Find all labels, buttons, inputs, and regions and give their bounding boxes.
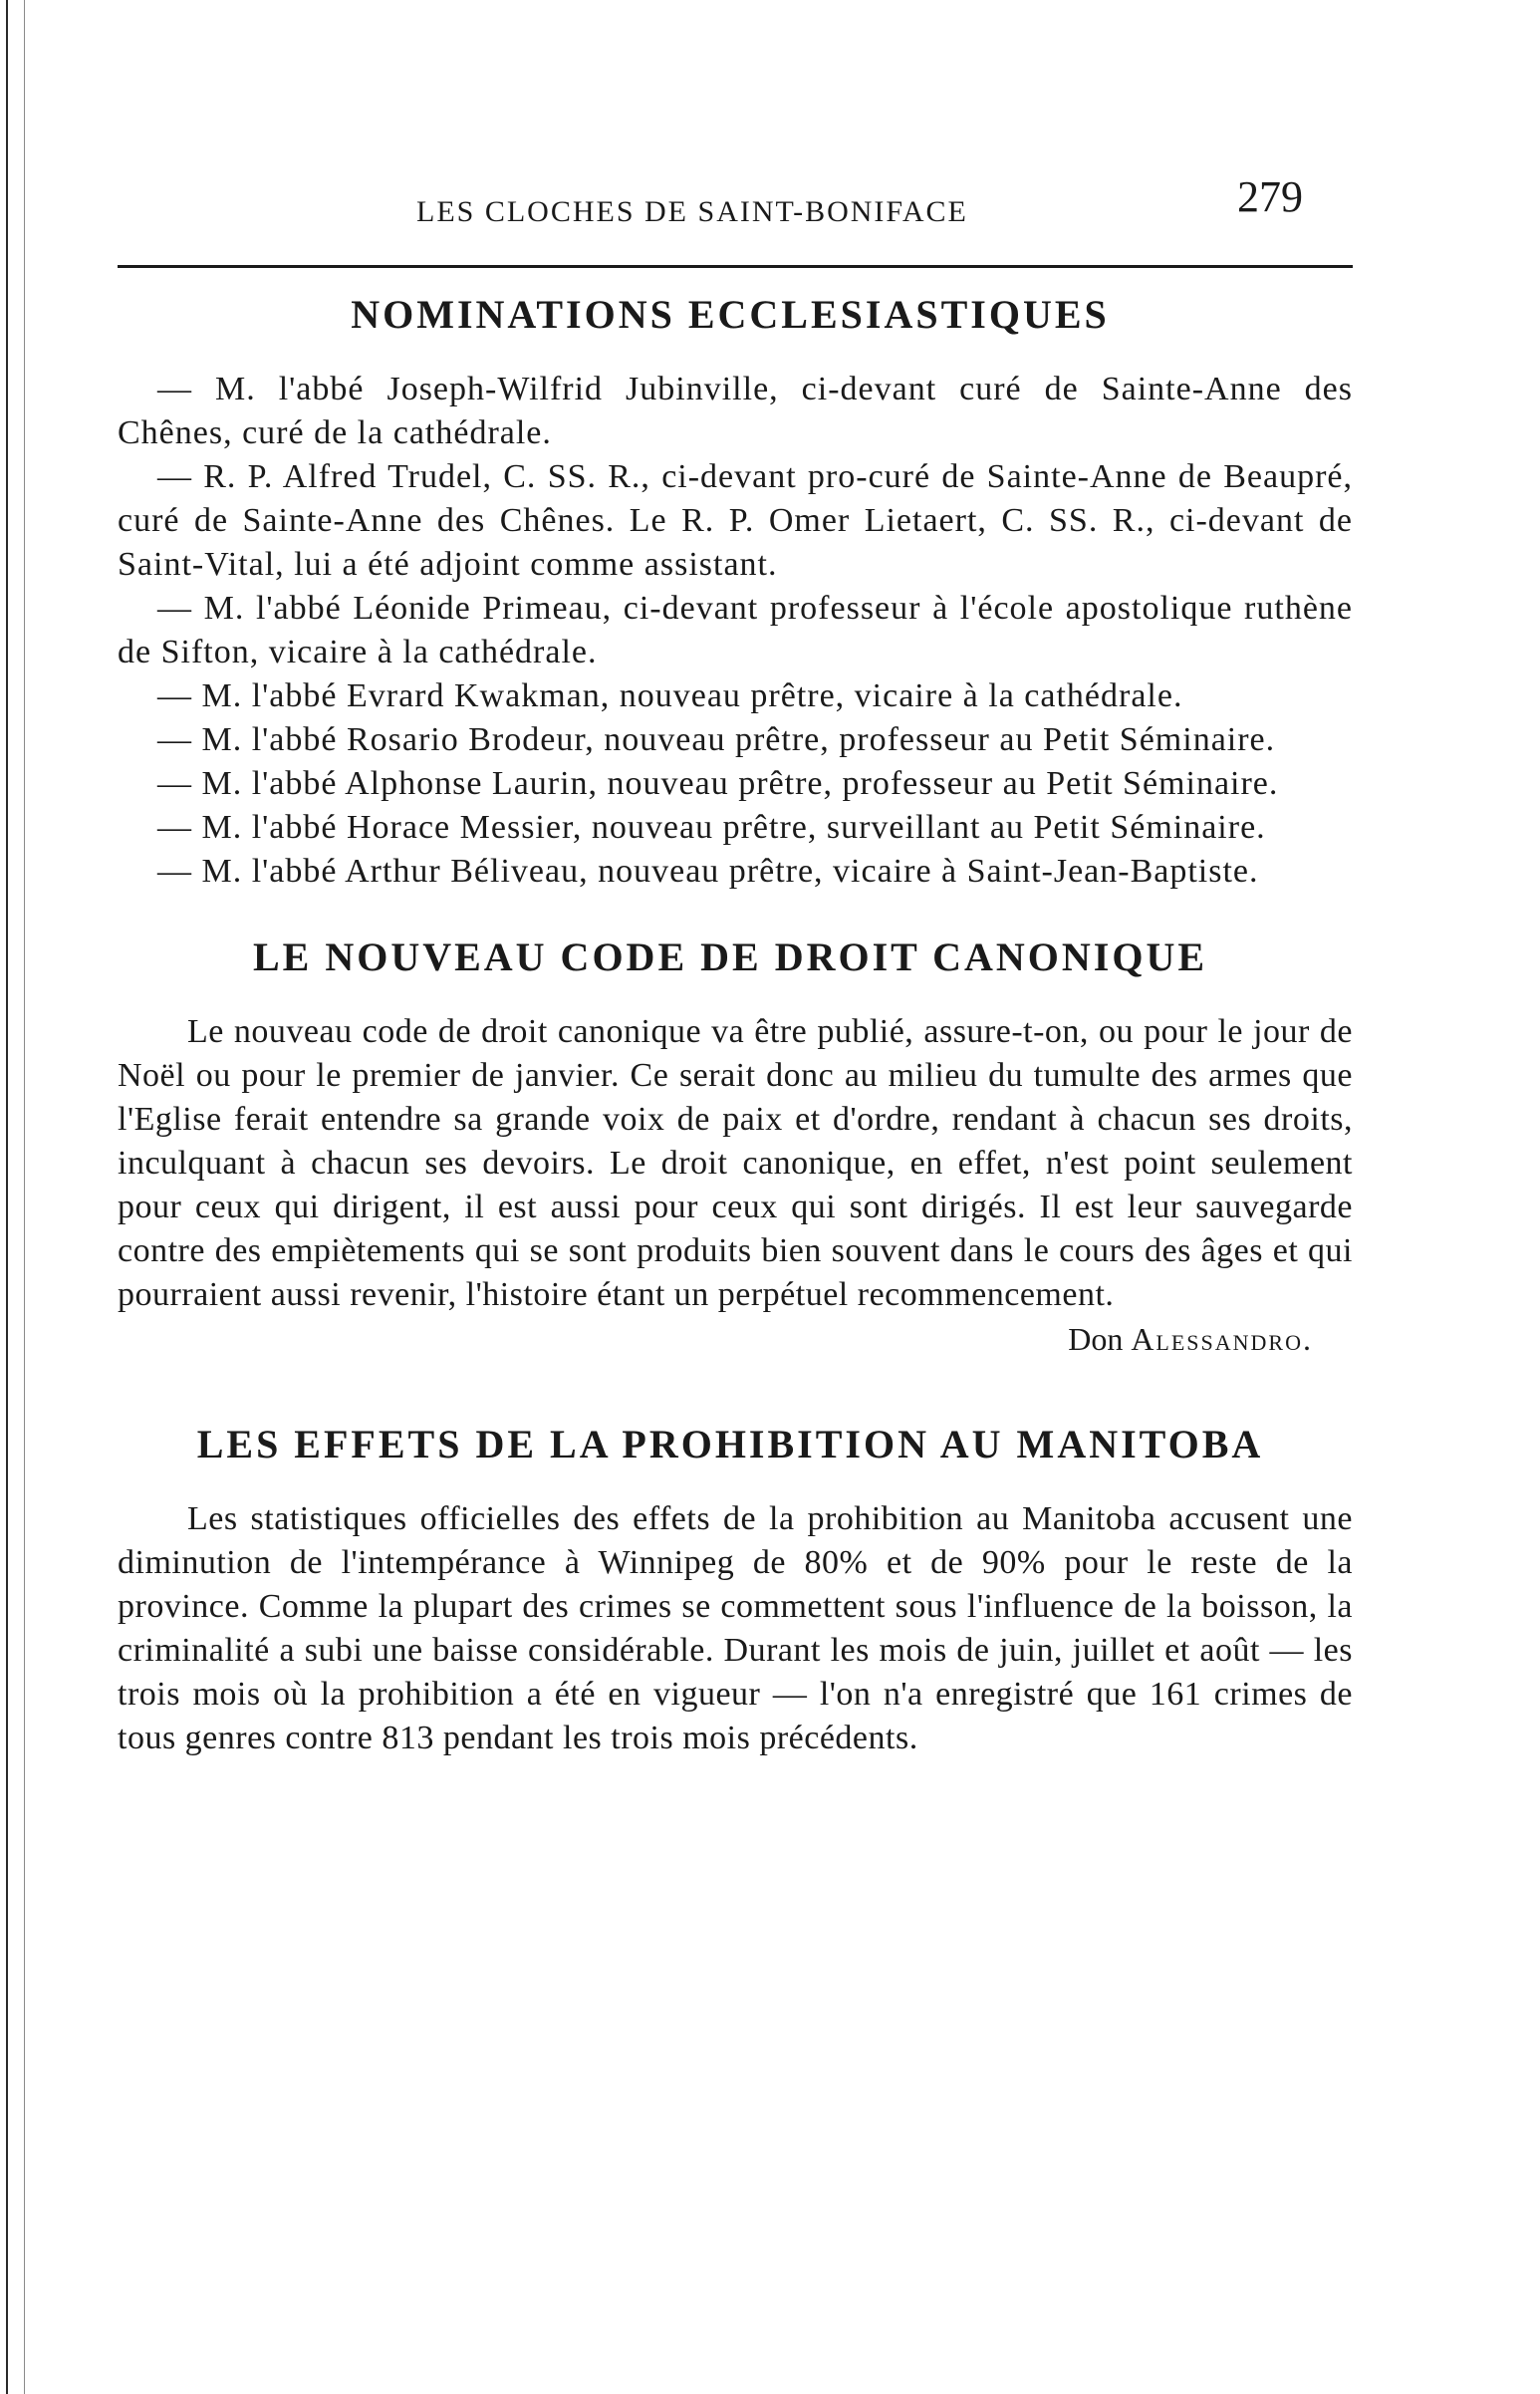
book-page [118, 149, 1383, 1760]
page-number: 279 [1237, 172, 1303, 221]
section-nominations [118, 291, 1383, 894]
nomination-entry: — M. l'abbé Alphonse Laurin, nouveau prêtre, professeur au Petit Séminaire. [157, 765, 1279, 802]
nomination-entry: — M. l'abbé Arthur Béliveau, nouveau prêtre, vicaire à Saint-Jean-Baptiste. [157, 853, 1259, 890]
section-heading: LES EFFETS DE LA PROHIBITION AU MANITOBA [196, 1422, 1264, 1466]
section-heading: NOMINATIONS ECCLESIASTIQUES [351, 292, 1110, 337]
body-paragraph: Le nouveau code de droit canonique va être publié, assure-t-on, ou pour le jour de Noël ou pour le premier de janvier. Ce serait donc au milieu du tumulte des armes que l'Eglise ferait entendre sa grande voix de paix et d'ordre, rendant à chacun ses droits, inculquant à chacun ses devoirs. Le droit canonique, en effet, n'est point seulement pour ceux qui dirigent, il est aussi pour ceux qui sont dirigés. Il est leur sauvegarde contre des empiètements qui se sont produits bien souvent dans le cours des âges et qui pourraient aussi revenir, l'histoire étant un perpétuel recommencement. [118, 1013, 1353, 1313]
author-signature [118, 1317, 1313, 1361]
nomination-entry: — M. l'abbé Horace Messier, nouveau prêtre, surveillant au Petit Séminaire. [157, 809, 1266, 846]
section-heading: LE NOUVEAU CODE DE DROIT CANONIQUE [252, 934, 1208, 979]
page-binding-edge [6, 0, 8, 2394]
nomination-entry: — M. l'abbé Evrard Kwakman, nouveau prêtre, vicaire à la cathédrale. [157, 677, 1183, 714]
signature-name: Alessandro. [1131, 1321, 1313, 1357]
page-binding-shadow [24, 0, 25, 2394]
nomination-entry: — M. l'abbé Léonide Primeau, ci-devant professeur à l'école apostolique ruthène de Sifton, vicaire à la cathédrale. [118, 590, 1353, 670]
signature-prefix: Don [1068, 1321, 1132, 1357]
running-head [118, 149, 1383, 239]
body-paragraph: Les statistiques officielles des effets de la prohibition au Manitoba accusent une diminution de l'intempérance à Winnipeg de 80% et de 90% pour le reste de la province. Comme la plupart des crimes se commettent sous l'influence de la boisson, la criminalité a subi une baisse considérable. Durant les mois de juin, juillet et août — les trois mois où la prohibition a été en vigueur — l'on n'a enregistré que 161 crimes de tous genres contre 813 pendant les trois mois précédents. [118, 1500, 1353, 1756]
section-code-canonique [118, 933, 1383, 1361]
header-rule [118, 265, 1353, 268]
nomination-entry: — R. P. Alfred Trudel, C. SS. R., ci-devant pro-curé de Sainte-Anne de Beaupré, curé de Sainte-Anne des Chênes. Le R. P. Omer Lietaert, C. SS. R., ci-devant de Saint-Vital, lui a été adjoint comme assistant. [118, 458, 1353, 583]
nomination-entry: — M. l'abbé Joseph-Wilfrid Jubinville, ci-devant curé de Sainte-Anne des Chênes, curé de la cathédrale. [118, 371, 1353, 451]
running-title: LES CLOCHES DE SAINT-BONIFACE [416, 195, 968, 228]
section-prohibition [118, 1421, 1383, 1760]
nomination-entry: — M. l'abbé Rosario Brodeur, nouveau prêtre, professeur au Petit Séminaire. [157, 721, 1276, 758]
